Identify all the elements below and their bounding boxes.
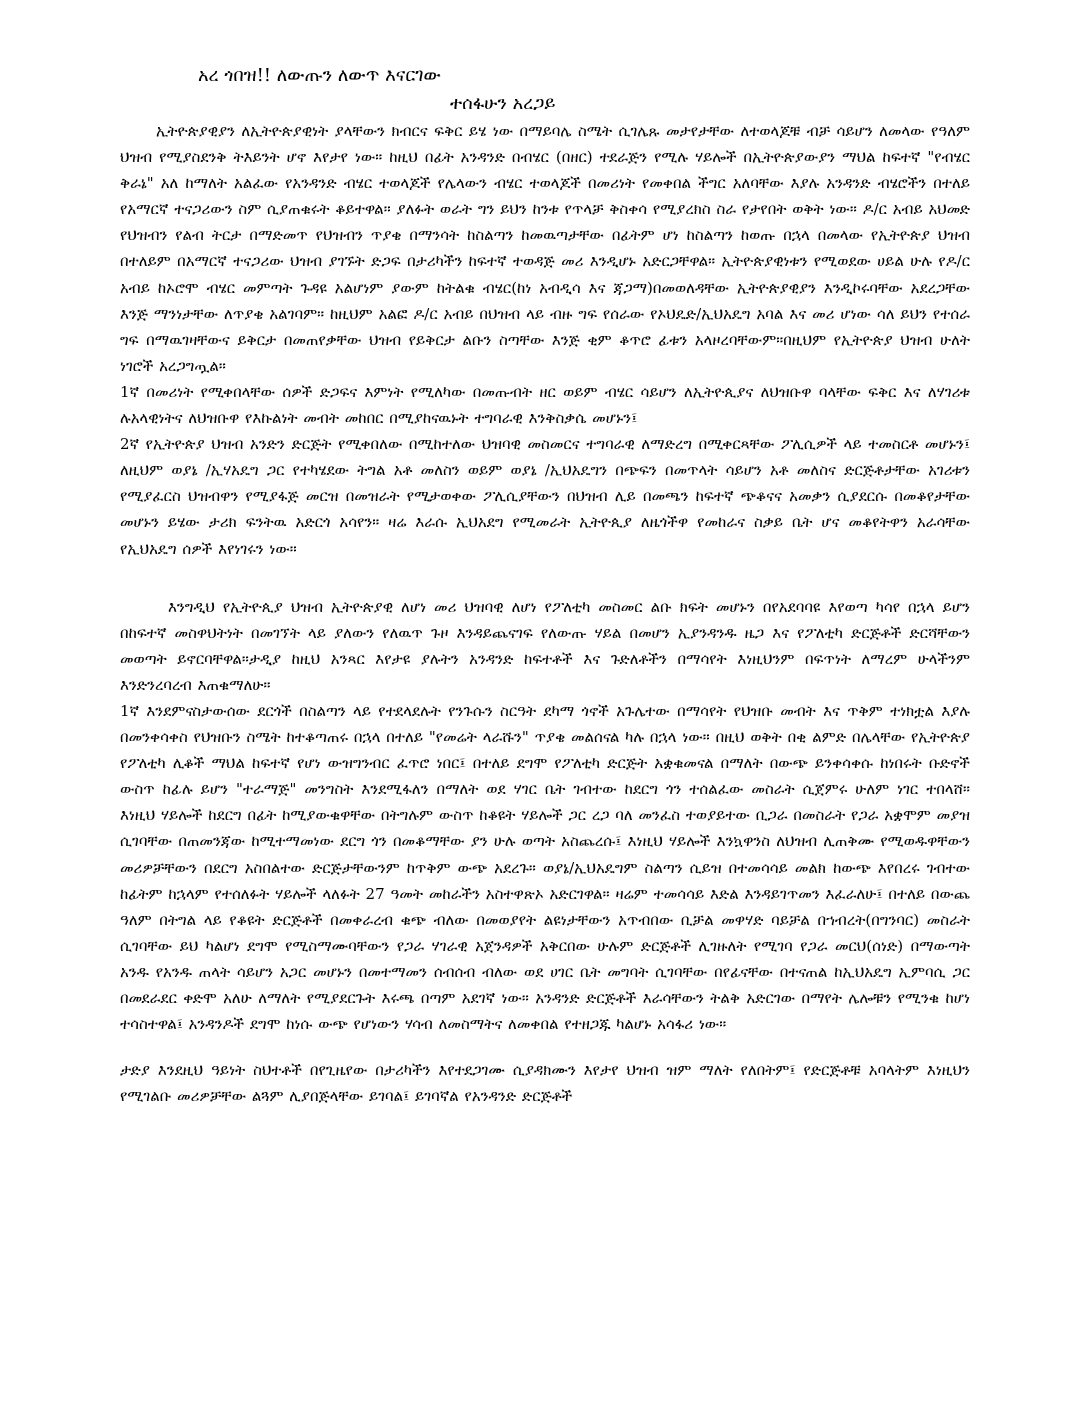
section-gap: [120, 562, 970, 594]
document-author: ተሰፋሁን አረጋይ: [450, 93, 556, 114]
paragraph-point-2: 2ኛ የኢትዮጵያ ህዝብ አንድን ድርጅት የሚቀበለው በሚከተለው ህዝባዊ መስመርና ተግባራዊ ለማድረግ በሚቀርጻቸው ፖሊሲዎች ላይ ተመስርቶ መሆኑን፤ ለዚህም ወያኔ /ኢሃአዴግ ጋር የተካሄደው ትግል አቶ መለስን ወይም ወያኔ /ኢህአዴግን በጭፍን በመጥላት ሳይሆን አቶ መለስና ድርጅቶታቸው አገሪቱን የሚያፈርስ ህዝብዋን የሚያፋጅ መርዝ በመዝራት የሚታወቀው ፖሊሲያቸውን በህዝብ ሊይ በመጫን ከፍተኛ ጭቆናና አመቃን ሲያደርሱ በመቆየታቸው መሆኑን ይሄው ታሪክ ፍንትዉ አድርጎ አሳየን። ዛሬ እራሱ ኢህአደግ የሚመራት ኢትዮጲያ ለዜጎችዋ የመከራና ስቃይ ቤት ሆና መቆየትዋን አራሳቸው የኢህአዴግ ሰዎች እየነገሩን ነው።: [120, 435, 970, 558]
section-gap: [120, 1037, 970, 1057]
paragraph-closing: ታድያ እንደዚህ ዓይነት ስህተቶች በየጊዜየው በታሪካችን እየተደጋገሙ ሲያዳክሙን እየታየ ህዝብ ዝም ማለት የለበትም፤ የድርጅቶቹ አባላትም እነዚህን የሚገልቡ መሪዎቻቸው ልጓም ሊያበጅላቸው ይገባል፤ ይገባኛል የአንዳንድ ድርጅቶች: [120, 1061, 970, 1106]
paragraph-change: እንግዲህ የኢትዮጲያ ህዝብ ኢትዮጵያዊ ለሆነ መሪ ህዝባዊ ለሆነ የፖለቲካ መስመር ልቡ ክፍት መሆኑን በየአደባባዩ እየወጣ ካሳየ በኋላ ይሆን በከፍተኛ መስዋህትነት በመገኘት ላይ ያለውን የለዉጥ ጉዞ እንዳይጨናገፍ የለውጡ ሃይል በመሆን ኢያንዳንዱ ዜጋ እና የፖለቲካ ድርጅቶች ድርሻቸውን መወጣት ይኖርባቸዋል።ታዲያ ከዚህ አንጻር እየታዩ ያሉትን አንዳንድ ከፍተቶች እና ጉድለቶችን በማሳየት እነዚህንም በፍጥነት ለማረም ሁላችንም እንድንረባረብ እጠቁማለሁ።: [120, 597, 970, 694]
paragraph-point-1: 1ኛ በመሪነት የሚቀበላቸው ሰዎች ድጋፍና እምነት የሚለካው በመጡብት ዘር ወይም ብሄር ሳይሆን ለኢትዮጲያና ለህዝቡዋ ባላቸው ፍቅር እና ለሃገሪቱ ሉአላዊነትና ለህዝቡዋ የእኩልነት መብት መከበር በሚያከናዉኑት ተግባራዊ እንቅስቃሴ መሆኑን፤: [120, 382, 970, 428]
paragraph-history: 1ኛ እንደምናስታውሰው ደርጎች በስልጣን ላይ የተደላደሉት የንጉሱን ስርዓት ደካማ ጎኖች አጉሌተው በማሳየት የህዝቡ መብት እና ጥቅም ተነክቷል እያሉ በመንቀሳቀስ የህዝቡን ስሜት ከተቆጣጠሩ በኋላ በተለይ "የመሬት ላራሹን" ጥያቄ መልሰናል ካሉ በኋላ ነው። በዚህ ወቅት በቂ ልምድ በሌላቸው የኢትዮጵያ የፖለቲካ ሊቆች ማህል ከፍተኛ የሆነ ውዝግንብር ፈጥሮ ነበር፤ በተለይ ደግሞ የፖለቲካ ድርጅት አቋቁመናል በማለት በውጭ ይንቀሳቀሱ ከነበሩት ቡድኖች ውስጥ ከፊሉ ይሆን "ተራማጅ" መንግስት እንደሚፋለን በማለት ወደ ሃገር ቤት ገብተው ከደርግ ጎን ተሰልፈው መስራት ሲጀምሩ ሁለም ነገር ተበላሸ። እነዚህ ሃይሎች ከደርግ በፊት ከሚያውቁዋቸው በትግሉም ውስጥ ከቆዩት ሃይሎች ጋር ረጋ ባለ መንፈስ ተወያይተው ቢጋራ በመስራት የጋራ አቋሞም መያዝ ሲገባቸው በጠመንጃው ከሚተማመነው ደርግ ጎን በመቆማቸው ያን ሁሉ ወጣት አስጨረሱ፤ እነዚህ ሃይሎች እንኳዋንስ ለህዝብ ሊጠቅሙ የሚወዱዋቸውን መሪዎቻቸውን በደርግ አስበልተው ድርጅታቸውንም ከጥቅም ውጭ አደረጉ። ወያኔ/ኢህአዴግም ስልጣን ሲይዝ በተመሳሳይ መልክ ከውጭ እየበረሩ ገብተው ከፊትም ከኋላም የተሰለፉት ሃይሎች ላለፉት 27 ዓመት መከራችን አስተዋጽኦ አድርገዋል። ዛሬም ተመሳሳይ እድል እንዳይገጥመን እፈራለሁ፤ በተለይ በውጨ ዓለም በትግል ላይ የቆዩት ድርጅቶች በመቀራረብ ቁጭ ብለው በመወያየት ልዩነታቸውን አጥብበው ቢቻል መዋሃድ ባይቻል በኀብረት(በግንባር) መስራት ሲገባቸው ይህ ካልሆነ ደግሞ የሚስማሙባቸውን የጋራ ሃገራዊ አጀንዳዎች አቅርበው ሁሉም ድርጅቶች ሊገዙለት የሚገባ የጋራ መርህ(ሰነድ) በማውጣት አንዱ የአንዱ ጠላት ሳይሆን አጋር መሆኑን በመተማመን ሰብሰብ ብለው ወደ ሀገር ቤት መግባት ሲገባቸው በየፊናቸው በተናጠል ከኢህአዴግ ኢምባሲ ጋር በመደራደር ቀድሞ አለሁ ለማለት የሚያደርጉት እሩጫ በጣም አደገኛ ነው። አንዳንድ ድርጅቶች እራሳቸውን ትልቅ አድርገው በማየት ሌሎቹን የሚንቁ ከሆነ ተሳስተዋል፤ አንዳንዶች ደግሞ ከነሱ ውጭ የሆነውን ሃሳብ ለመስማትና ለመቀበል የተዘጋጁ ካልሆኑ አሳፋሪ ነው።: [120, 701, 970, 1034]
paragraph-intro: ኢትዮጵያዊያን ለኢትዮጵያዊነት ያላቸውን ክብርና ፍቅር ይሄ ነው በማይባሌ ስሜት ሲገሌጹ መታየታቸው ለተወላጆቹ ብቻ ሳይሆን ለመላው የዓለም ህዝብ የሚያስደንቅ ትእይንት ሆኖ እየታየ ነው። ከዚህ በፊት አንዳንድ በብሄር (በዘር) ተደራጅን የሚሉ ሃይሎች በኢትዮጵያውያን ማህል ከፍተኛ "የብሄር ቅራኔ" አለ ከማለት አልፈው የአንዳንድ ብሄር ተወላጆች የሌላውን ብሄር ተወላጆች በመሪነት የመቀበል ችግር አለባቸው እያሉ አንዳንድ ብሄሮችን በተለይ የአማርኛ ተናጋሪውን ስም ሲያጠቁሩት ቆይተዋል። ያለፉት ወራት ግን ይህን ከንቱ የጥላቻ ቅስቀሳ የሚያረክስ ስራ የታየበት ወቅት ነው። ዶ/ር አብይ አህመድ የህዝብን የልብ ትርታ በማድመጥ የህዝብን ጥያቄ በማንሳት ከስልጣን ከመዉጣታቸው በፊትም ሆነ ከስልጣን ከወጡ በኋላ በመላው የኢትዮጵያ ህዝብ በተለይም በአማርኛ ተናጋሪው ህዝብ ያገኙት ድጋፍ በታሪካችን ከፍተኛ ተወዳጅ መሪ እንዲሆኑ አድርጋቸዋል። ኢትዮጵያዊነቱን የሚወደው ሀይል ሁሉ የዶ/ር አብይ ከኦሮሞ ብሄር መምጣት ጉዳዩ አልሆነም ያውም ከትልቁ ብሄር(ከነ አብዲሳ እና ጃጋማ)በመወለዳቸው ኢትዮጵያዊያን እንዲኮሩባቸው አደረጋቸው እንጅ ማንነታቸው ለጥያቄ አልገባም። ከዚህም አልፎ ዶ/ር አብይ በህዝብ ላይ ብዙ ግፍ የሰራው የኦህዴድ/ኢህአዴግ አባል እና መሪ ሆነው ሳለ ይህን የተሰራ ግፍ በማዉገዛቸውና ይቅርታ በመጠየቃቸው ህዝብ የይቅርታ ልቡን ስጣቸው እንጅ ቂም ቆጥሮ ፊቱን አላዞረባቸውም።በዚህም የኢትዮጵያ ህዝብ ሁለት ነገሮች አረጋግጧል።: [120, 122, 970, 375]
document-title: አረ ጎበዝ!! ለውጡን ለውጥ እናርገው: [198, 65, 441, 86]
document-body: [120, 62, 970, 1109]
